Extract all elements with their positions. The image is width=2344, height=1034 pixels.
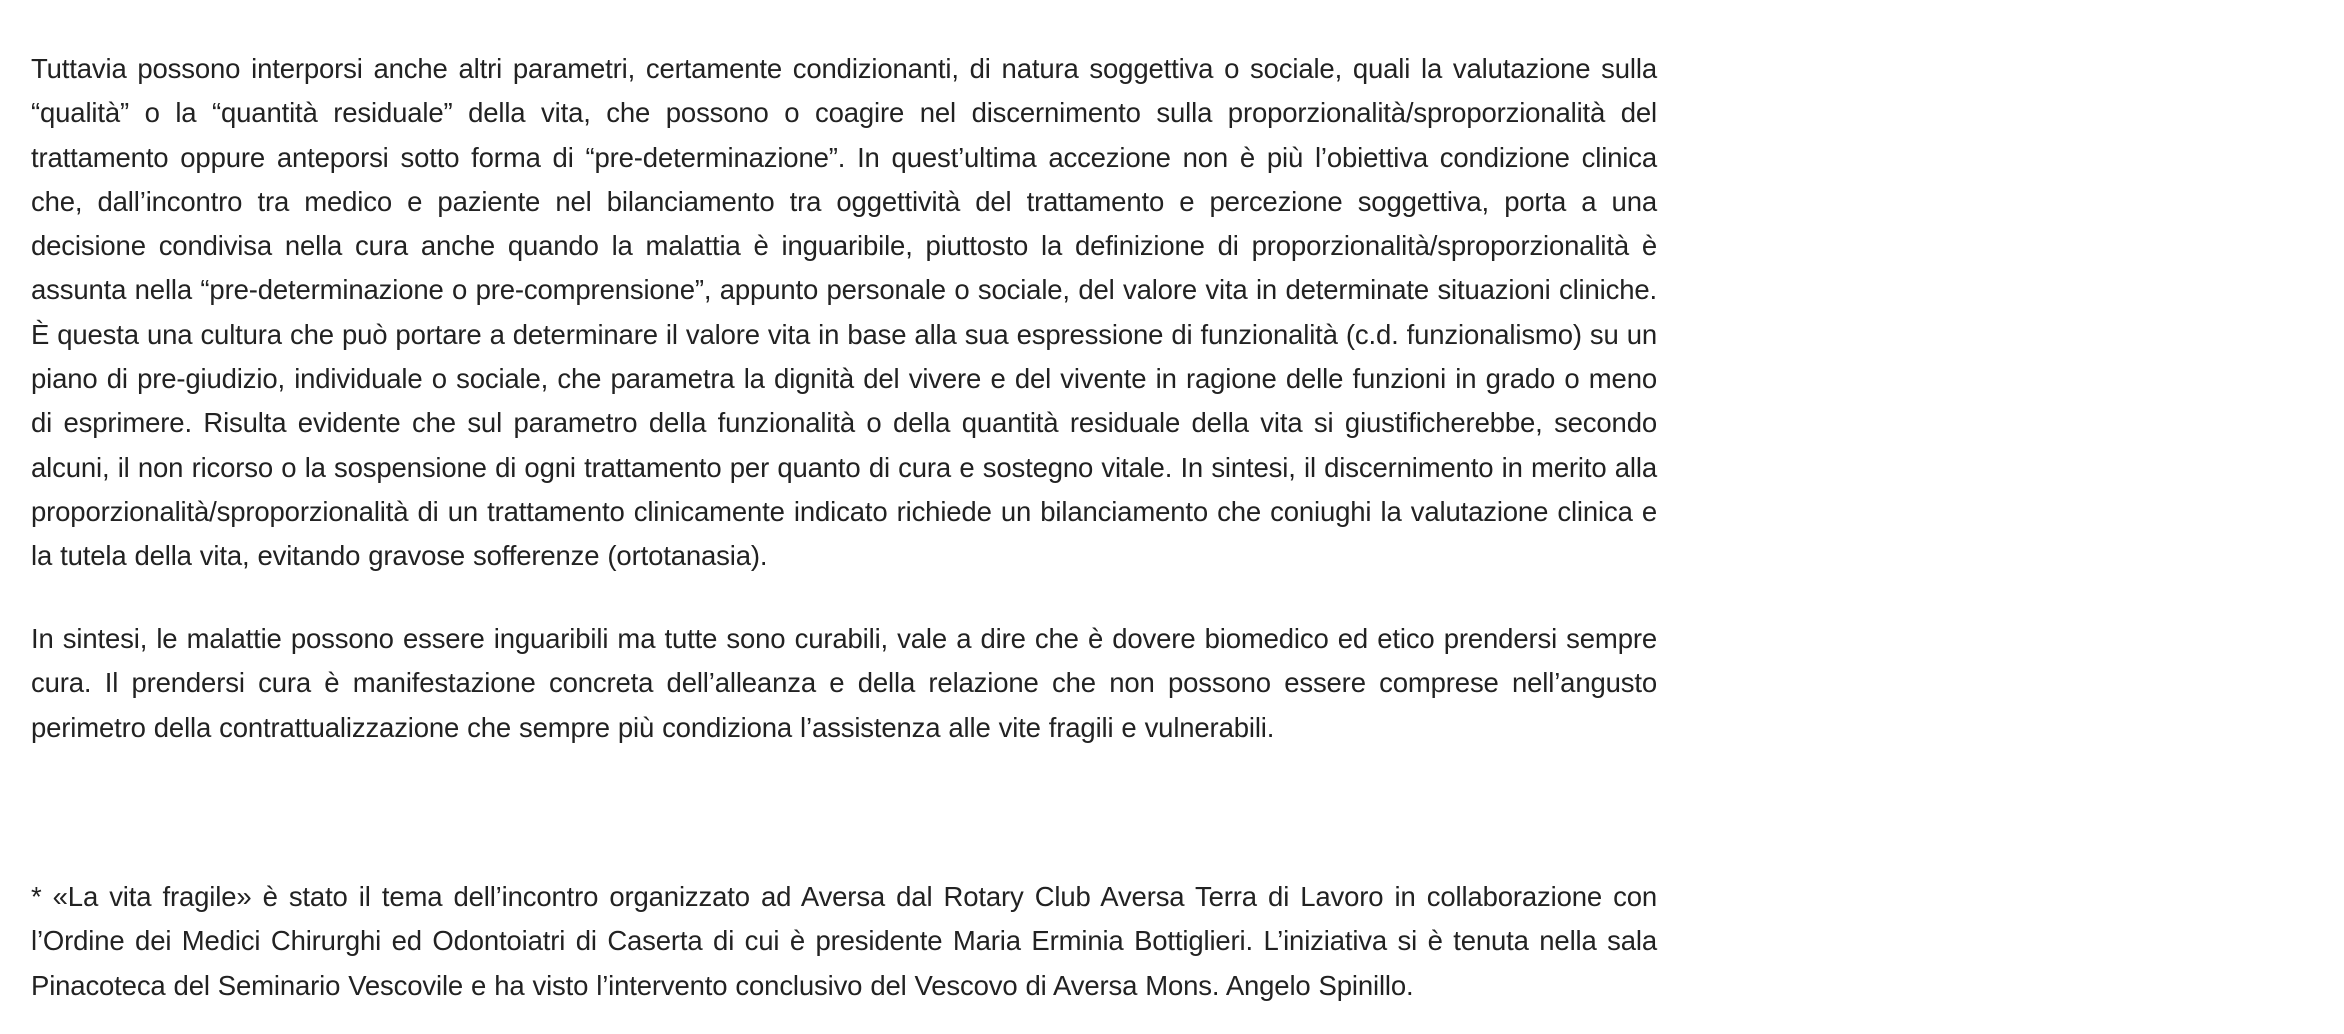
- footnote: * «La vita fragile» è stato il tema dell’incontro organizzato ad Aversa dal Rotary Club Aversa Terra di Lavoro in collaborazione con l’Ordine dei Medici Chirurghi ed Odontoiatri di Caserta di cui è presidente Maria Erminia Bottiglieri. L’iniziativa si è tenuta nella sala Pinacoteca del Seminario Vescovile e ha visto l’intervento conclusivo del Vescovo di Aversa Mons. Angelo Spinillo.: [31, 881, 1657, 1001]
- paragraph-sintesi: In sintesi, le malattie possono essere inguaribili ma tutte sono curabili, vale a dire che è dovere biomedico ed etico prendersi sempre cura. Il prendersi cura è manifestazione concreta dell’alleanza e della relazione che non possono essere comprese nell’angusto perimetro della contrattualizzazione che sempre più condiziona l’assistenza alle vite fragili e vulnerabili.: [31, 623, 1657, 743]
- paragraph-parametri-soggettivi: Tuttavia possono interporsi anche altri parametri, certamente condizionanti, di natura soggettiva o sociale, quali la valutazione sulla “qualità” o la “quantità residuale” della vita, che possono o coagire nel discernimento sulla proporzionalità/sproporzionalità del trattamento oppure anteporsi sotto forma di “pre-determinazione”. In quest’ultima accezione non è più l’obiettiva condizione clinica che, dall’incontro tra medico e paziente nel bilanciamento tra oggettività del trattamento e percezione soggettiva, porta a una decisione condivisa nella cura anche quando la malattia è inguaribile, piuttosto la definizione di proporzionalità/sproporzionalità è assunta nella “pre-determinazione o pre-comprensione”, appunto personale o sociale, del valore vita in determinate situazioni cliniche. È questa una cultura che può portare a determinare il valore vita in base alla sua espressione di funzionalità (c.d. funzionalismo) su un piano di pre-giudizio, individuale o sociale, che parametra la dignità del vivere e del vivente in ragione delle funzioni in grado o meno di esprimere. Risulta evidente che sul parametro della funzionalità o della quantità residuale della vita si giustificherebbe, secondo alcuni, il non ricorso o la sospensione di ogni trattamento per quanto di cura e sostegno vitale. In sintesi, il discernimento in merito alla proporzionalità/sproporzionalità di un trattamento clinicamente indicato richiede un bilanciamento che coniughi la valutazione clinica e la tutela della vita, evitando gravose sofferenze (ortotanasia).: [31, 53, 1657, 572]
